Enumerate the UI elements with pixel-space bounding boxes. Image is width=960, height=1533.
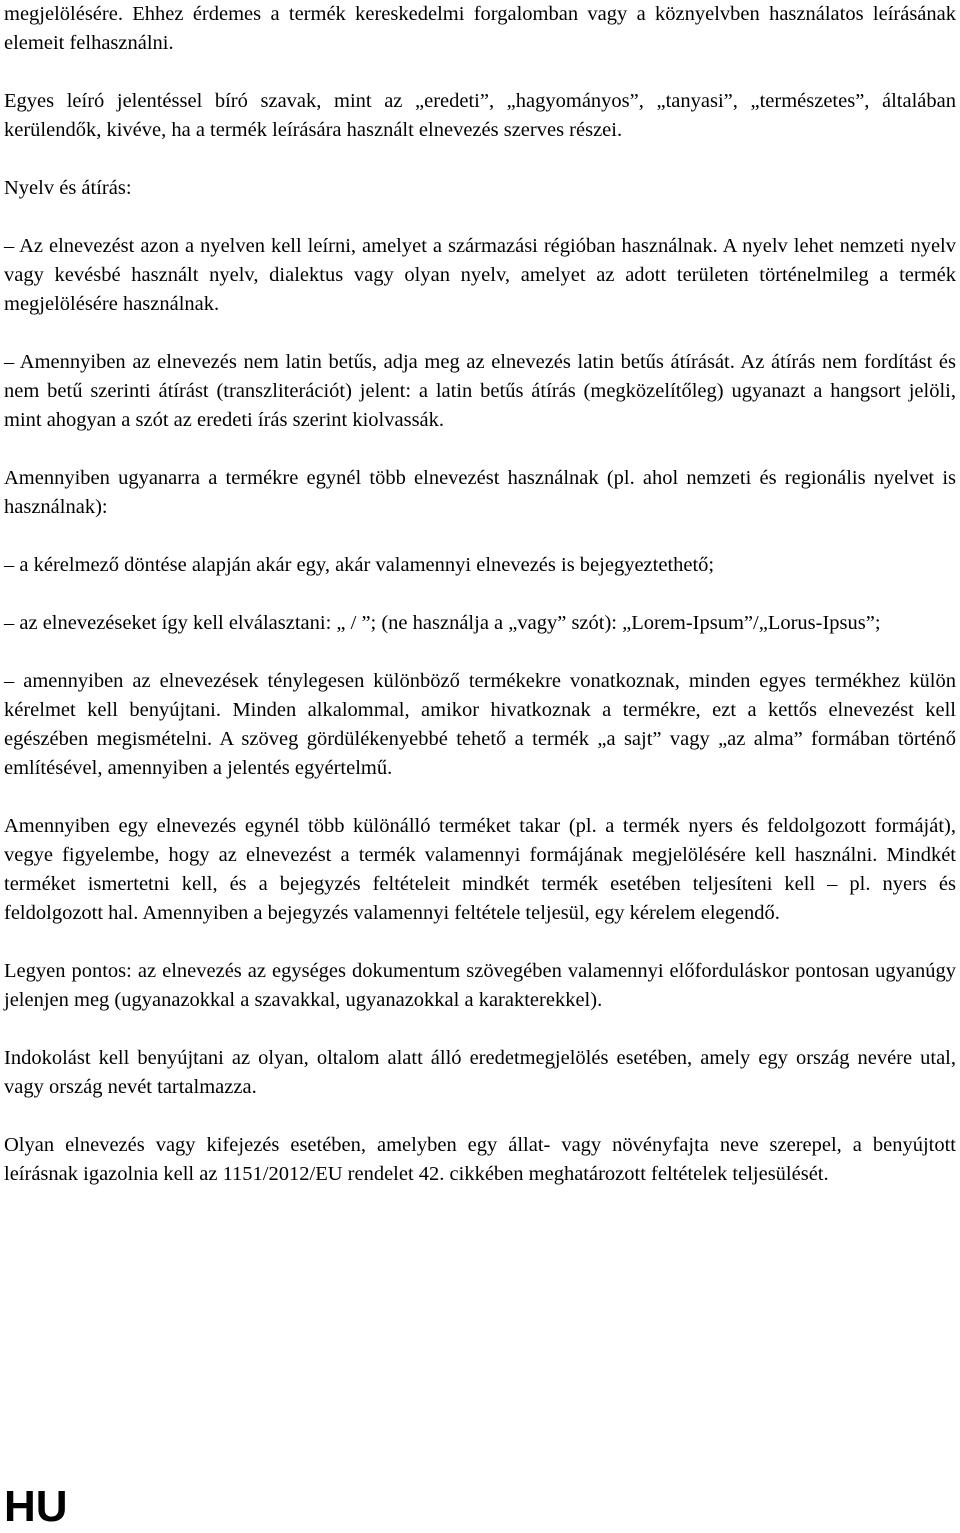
- paragraph-country-name: Indokolást kell benyújtani az olyan, oltalom alatt álló eredetmegjelölés esetében, amely egy ország nevére utal, vagy ország nevét tartalmazza.: [4, 1047, 956, 1098]
- paragraph-animal-plant-variety: Olyan elnevezés vagy kifejezés esetében, amelyben egy állat- vagy növényfajta neve szerepel, a benyújtott leírásnak igazolnia kell az 1151/2012/EU rendelet 42. cikkében meghatározott feltételek teljesülését.: [4, 1134, 956, 1185]
- paragraph-descriptive-words: Egyes leíró jelentéssel bíró szavak, mint az „eredeti”, „hagyományos”, „tanyasi”, „természetes”, általában kerülendők, kivéve, ha a termék leírására használt elnevezés szerves részei.: [4, 90, 956, 141]
- section-heading-language: Nyelv és átírás:: [4, 177, 132, 199]
- document-body: [4, 0, 956, 1189]
- paragraph-multiple-products: Amennyiben egy elnevezés egynél több különálló terméket takar (pl. a termék nyers és feldolgozott formáját), vegye figyelembe, hogy az elnevezést a termék valamennyi formájának megjelölésére kell használni. Mindkét terméket ismertetni kell, és a bejegyzés feltételeit mindkét termék esetében teljesíteni kell – pl. nyers és feldolgozott hal. Amennyiben a bejegyzés valamennyi feltétele teljesül, egy kérelem elegendő.: [4, 815, 956, 924]
- list-item-separate-applications: – amennyiben az elnevezések ténylegesen különböző termékekre vonatkoznak, minden egyes termékhez külön kérelmet kell benyújtani. Minden alkalommal, amikor hivatkoznak a termékre, ezt a kettős elnevezést kell egészében megismételni. A szöveg gördülékenyebbé tehető a termék „a sajt” vagy „az alma” formában történő említésével, amennyiben a jelentés egyértelmű.: [4, 670, 956, 779]
- paragraph-multiple-names: Amennyiben ugyanarra a termékre egynél több elnevezést használnak (pl. ahol nemzeti és regionális nyelvet is használnak):: [4, 467, 956, 518]
- list-item-language-rule: – Az elnevezést azon a nyelven kell leírni, amelyet a származási régióban használnak. A nyelv lehet nemzeti nyelv vagy kevésbé használt nyelv, dialektus vagy olyan nyelv, amelyet az adott területen történelmileg a termék megjelölésére használnak.: [4, 235, 956, 315]
- language-code-label: HU: [4, 1482, 68, 1531]
- list-item-name-separator: – az elnevezéseket így kell elválasztani: „ / ”; (ne használja a „vagy” szót): „Lorem-Ipsum”/„Lorus-Ipsus”;: [4, 612, 881, 634]
- paragraph-intro-continuation: megjelölésére. Ehhez érdemes a termék kereskedelmi forgalomban vagy a köznyelvben használatos leírásának elemeit felhasználni.: [4, 3, 956, 54]
- list-item-transliteration-rule: – Amennyiben az elnevezés nem latin betűs, adja meg az elnevezés latin betűs átírását. Az átírás nem fordítást és nem betű szerinti átírást (transzliterációt) jelent: a latin betűs átírás (megközelítőleg) ugyanazt a hangsort jelöli, mint ahogyan a szót az eredeti írás szerint kiolvassák.: [4, 351, 956, 431]
- paragraph-be-precise: Legyen pontos: az elnevezés az egységes dokumentum szövegében valamennyi előforduláskor pontosan ugyanúgy jelenjen meg (ugyanazokkal a szavakkal, ugyanazokkal a karakterekkel).: [4, 960, 956, 1011]
- list-item-applicant-choice: – a kérelmező döntése alapján akár egy, akár valamennyi elnevezés is bejegyeztethető;: [4, 554, 715, 576]
